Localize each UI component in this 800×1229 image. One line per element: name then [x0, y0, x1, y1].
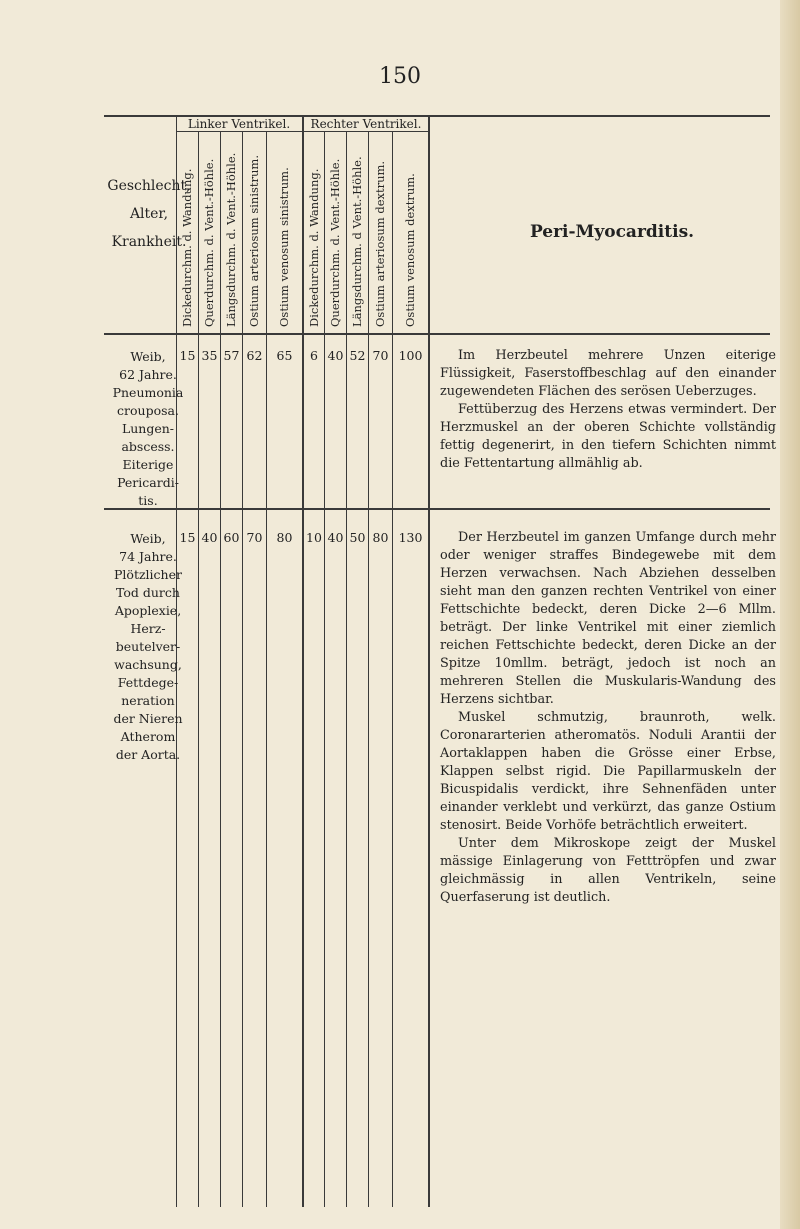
- case-line: Plötzlicher: [114, 567, 182, 582]
- column-rule: [392, 132, 393, 1207]
- header-line: Geschlecht,: [107, 178, 191, 194]
- column-rule: [368, 132, 369, 1207]
- cell-value: 6: [310, 348, 318, 363]
- cell-value: 10: [306, 530, 322, 545]
- case-line: der Nieren: [113, 711, 183, 726]
- cell-value: 70: [372, 348, 389, 363]
- cell-value: 80: [276, 530, 293, 545]
- case-line: Lungen-: [121, 421, 175, 436]
- case-line: tis.: [138, 493, 158, 508]
- column-header: Ostium venosum dextrum.: [403, 173, 417, 327]
- case-line: Apoplexie,: [114, 603, 182, 618]
- case-line: der Aorta.: [115, 747, 181, 762]
- cell-value: 40: [201, 530, 218, 545]
- findings-text: [440, 529, 776, 907]
- case-line: Weib,: [130, 531, 166, 546]
- cell-value: 80: [372, 530, 389, 545]
- paragraph: Der Herzbeutel im ganzen Umfange durch mehr oder weniger straffes Bindegewebe mit dem Herzen verwachsen. Nach Abziehen desselben sieht man den ganzen rechten Ventrikel von einer Fettschichte bedeckt, deren Dicke 2—6 Mllm. beträgt. Der linke Ventrikel mit einer ziemlich reichen Fettschichte bedeckt, deren Dicke an der Spitze 10mllm. beträgt, jedoch ist noch an mehreren Stellen die Muskularis-Wandung des Herzens sichtbar.: [440, 530, 776, 707]
- group-right-ventricle: Rechter Ventrikel.: [310, 117, 422, 131]
- header-line: Alter,: [129, 206, 169, 222]
- cell-value: 15: [179, 348, 196, 363]
- case-line: Atherom: [120, 729, 176, 744]
- column-header: Dickedurchm. d. Wandung.: [307, 168, 321, 327]
- case-line: 62 Jahre.: [119, 367, 177, 382]
- paragraph: Fettüberzug des Herzens etwas vermindert. Der Herzmuskel an der oberen Schichte vollständig fettig degenerirt, in den tiefern Schichten nimmt die Fettentartung allmählig ab.: [440, 402, 776, 471]
- column-header: Querdurchm. d. Vent.-Höhle.: [202, 158, 216, 327]
- cell-value: 62: [246, 348, 263, 363]
- cell-value: 40: [327, 348, 344, 363]
- case-line: Herz-: [130, 621, 166, 636]
- column-rule: [266, 132, 267, 1207]
- page-edge-shadow: [780, 0, 800, 1229]
- column-header: Längsdurchm. d. Vent.-Höhle.: [224, 152, 238, 327]
- case-line: Tod durch: [116, 585, 180, 600]
- column-rule: [428, 117, 430, 1207]
- case-line: Pericardi-: [117, 475, 179, 490]
- case-line: Weib,: [130, 349, 166, 364]
- cell-value: 60: [223, 530, 240, 545]
- case-line: 74 Jahre.: [119, 549, 177, 564]
- peri-myocarditis-header: Peri-Myocarditis.: [529, 222, 695, 242]
- case-line: Pneumonia: [112, 385, 184, 400]
- cell-value: 100: [398, 348, 423, 363]
- row-divider: [104, 508, 770, 510]
- column-header: Ostium arteriosum sinistrum.: [247, 155, 261, 327]
- column-header: Dickedurchm. d. Wandung.: [180, 168, 194, 327]
- paragraph: Im Herzbeutel mehrere Unzen eiterige Flüssigkeit, Faserstoffbeschlag auf den einander zugewendeten Flächen des serösen Ueberzuges.: [440, 348, 776, 399]
- cell-value: 52: [349, 348, 366, 363]
- case-description: [104, 348, 192, 510]
- case-line: wachsung,: [114, 657, 182, 672]
- header-line: Krankheit.: [111, 234, 187, 250]
- cell-value: 70: [246, 530, 263, 545]
- column-header: Ostium venosum sinistrum.: [277, 167, 291, 327]
- cell-value: 15: [179, 530, 196, 545]
- case-line: Fettdege-: [117, 675, 179, 690]
- case-line: beutelver-: [115, 639, 181, 654]
- case-line: neration: [121, 693, 175, 708]
- paragraph: Muskel schmutzig, braunroth, welk. Coronararterien atheromatös. Noduli Arantii der Aortaklappen haben die Grösse einer Erbse, Klappen selbst rigid. Die Papillarmuskeln der Bicuspidalis verdickt, ihre Sehnenfäden unter einander verklebt und verkürzt, das ganze Ostium stenosirt. Beide Vorhöfe beträchtlich erweitert.: [440, 710, 776, 833]
- header-bottom-rule: [104, 333, 770, 335]
- cell-value: 40: [327, 530, 344, 545]
- column-header: Ostium arteriosum dextrum.: [373, 160, 387, 327]
- cell-value: 130: [398, 530, 423, 545]
- group-left-ventricle: Linker Ventrikel.: [187, 117, 291, 131]
- cell-value: 50: [349, 530, 366, 545]
- findings-text: [440, 347, 776, 473]
- column-header: Längsdurchm. d Vent.-Höhle.: [350, 156, 364, 327]
- case-description: [104, 530, 192, 764]
- case-line: crouposa.: [117, 403, 179, 418]
- cell-value: 35: [201, 348, 218, 363]
- cell-value: 65: [276, 348, 293, 363]
- page-number: 150: [379, 64, 421, 89]
- column-header: Querdurchm. d. Vent.-Höhle.: [328, 158, 342, 327]
- cell-value: 57: [223, 348, 240, 363]
- paragraph: Unter dem Mikroskope zeigt der Muskel mässige Einlagerung von Fetttröpfen und zwar gleichmässig in allen Ventrikeln, seine Querfaserung ist deutlich.: [440, 836, 776, 905]
- case-line: Eiterige: [122, 457, 174, 472]
- case-line: abscess.: [121, 439, 175, 454]
- column-rule: [242, 132, 243, 1207]
